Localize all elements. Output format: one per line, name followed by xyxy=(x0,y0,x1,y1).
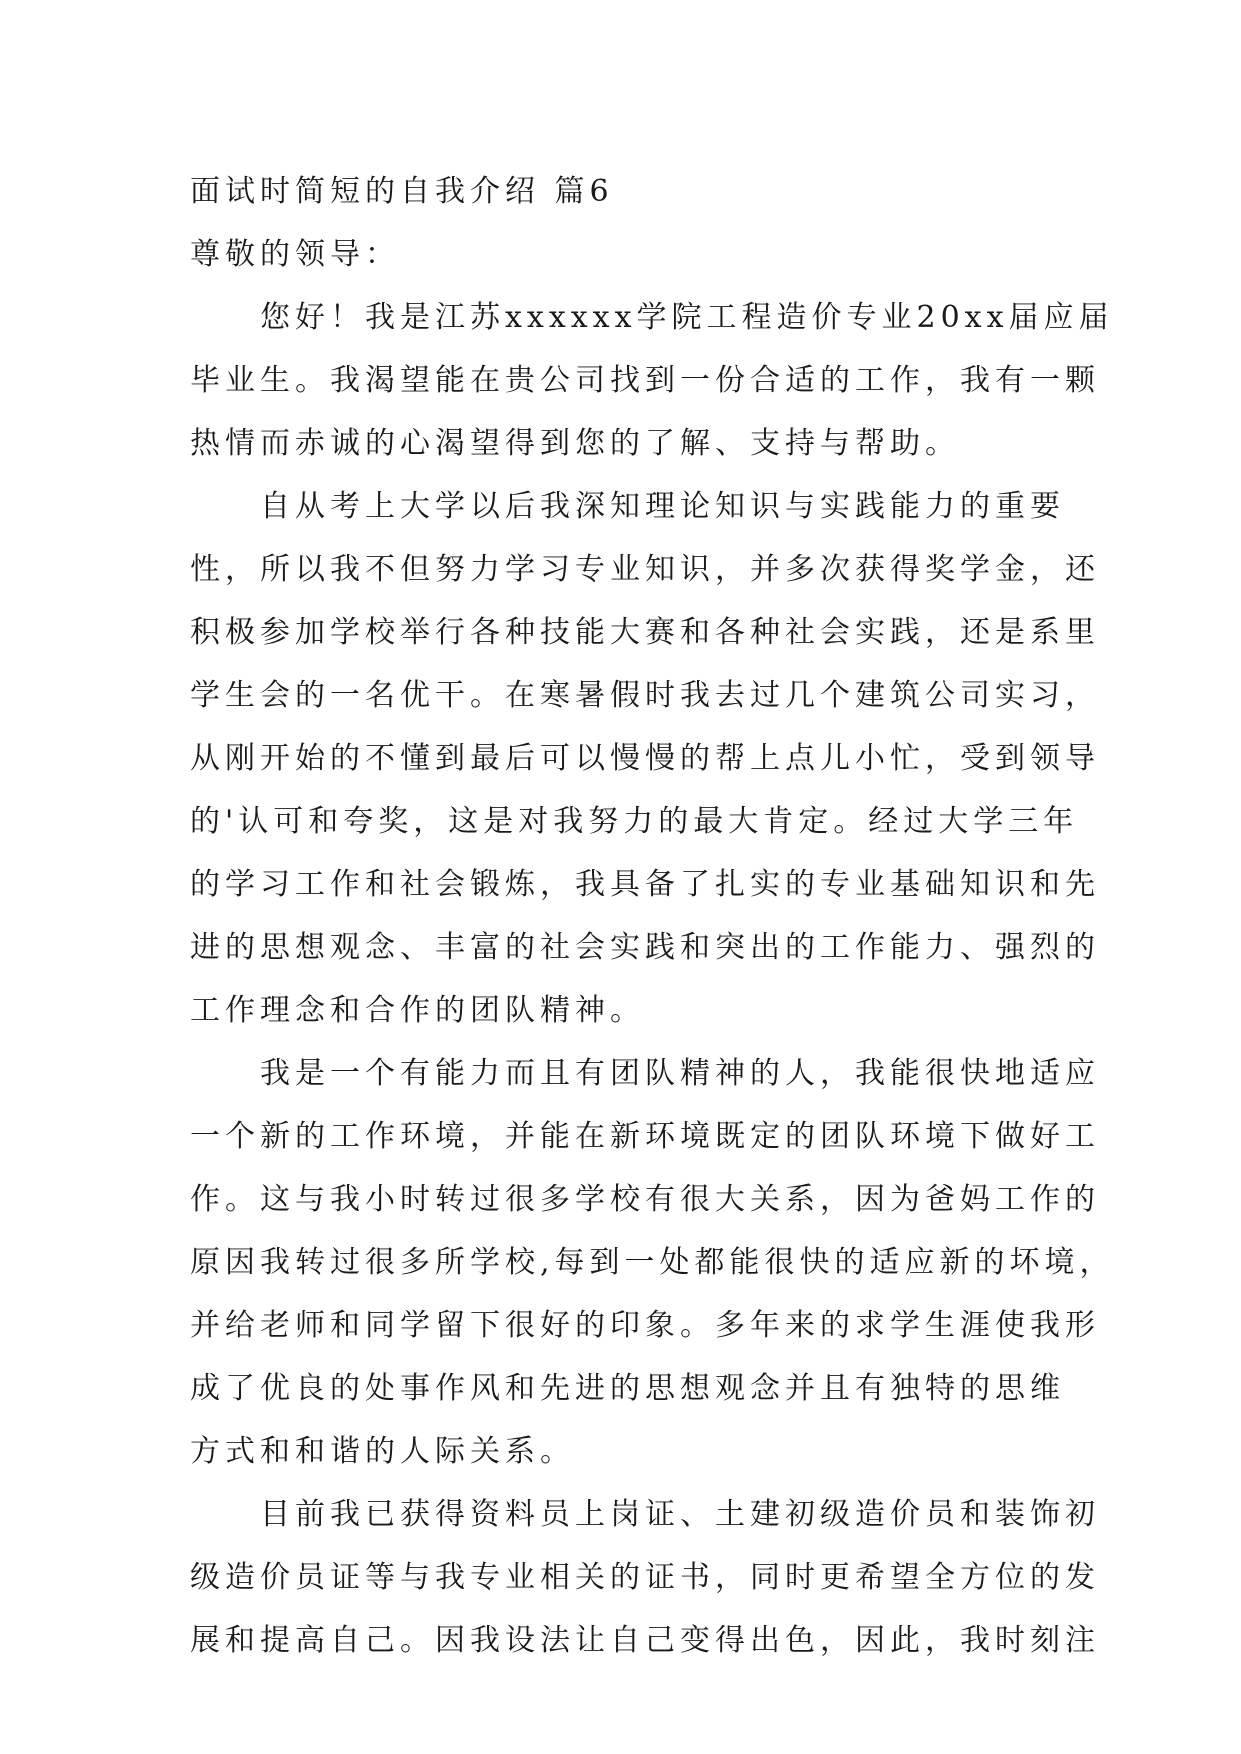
text-line: 性，所以我不但努力学习专业知识，并多次获得奖学金，还 xyxy=(190,552,1100,587)
text-line: 的学习工作和社会锻炼，我具备了扎实的专业基础知识和先 xyxy=(190,867,1100,902)
text-line: 并给老师和同学留下很好的印象。多年来的求学生涯使我形 xyxy=(190,1308,1100,1343)
document-title: 面试时简短的自我介绍 篇6 xyxy=(190,174,614,209)
text-line: 您好！我是江苏xxxxxx学院工程造价专业20xx届应届 xyxy=(190,300,1114,335)
text-line: 原因我转过很多所学校,每到一处都能很快的适应新的坏境， xyxy=(190,1245,1115,1280)
text-line: 毕业生。我渴望能在贵公司找到一份合适的工作，我有一颗 xyxy=(190,363,1100,398)
document-body xyxy=(190,160,1115,1672)
text-line: 的'认可和夸奖，这是对我努力的最大肯定。经过大学三年 xyxy=(190,804,1079,839)
text-line: 展和提高自己。因我设法让自己变得出色，因此，我时刻注 xyxy=(190,1623,1100,1658)
text-line: 作。这与我小时转过很多学校有很大关系，因为爸妈工作的 xyxy=(190,1182,1100,1217)
text-line: 进的思想观念、丰富的社会实践和突出的工作能力、强烈的 xyxy=(190,930,1100,965)
text-line: 学生会的一名优干。在寒暑假时我去过几个建筑公司实习， xyxy=(190,678,1100,713)
text-line: 工作理念和合作的团队精神。 xyxy=(190,993,645,1028)
text-line: 目前我已获得资料员上岗证、土建初级造价员和装饰初 xyxy=(190,1497,1100,1532)
text-line: 我是一个有能力而且有团队精神的人，我能很快地适应 xyxy=(190,1056,1100,1091)
text-line: 从刚开始的不懂到最后可以慢慢的帮上点儿小忙，受到领导 xyxy=(190,741,1100,776)
text-line: 积极参加学校举行各种技能大赛和各种社会实践，还是系里 xyxy=(190,615,1100,650)
text-line: 自从考上大学以后我深知理论知识与实践能力的重要 xyxy=(190,489,1065,524)
text-line: 级造价员证等与我专业相关的证书，同时更希望全方位的发 xyxy=(190,1560,1100,1595)
text-line: 一个新的工作环境，并能在新环境既定的团队环境下做好工 xyxy=(190,1119,1100,1154)
text-line: 热情而赤诚的心渴望得到您的了解、支持与帮助。 xyxy=(190,426,960,461)
text-line: 成了优良的处事作风和先进的思想观念并且有独特的思维 xyxy=(190,1371,1065,1406)
salutation: 尊敬的领导： xyxy=(190,237,400,272)
text-line: 方式和和谐的人际关系。 xyxy=(190,1434,575,1469)
